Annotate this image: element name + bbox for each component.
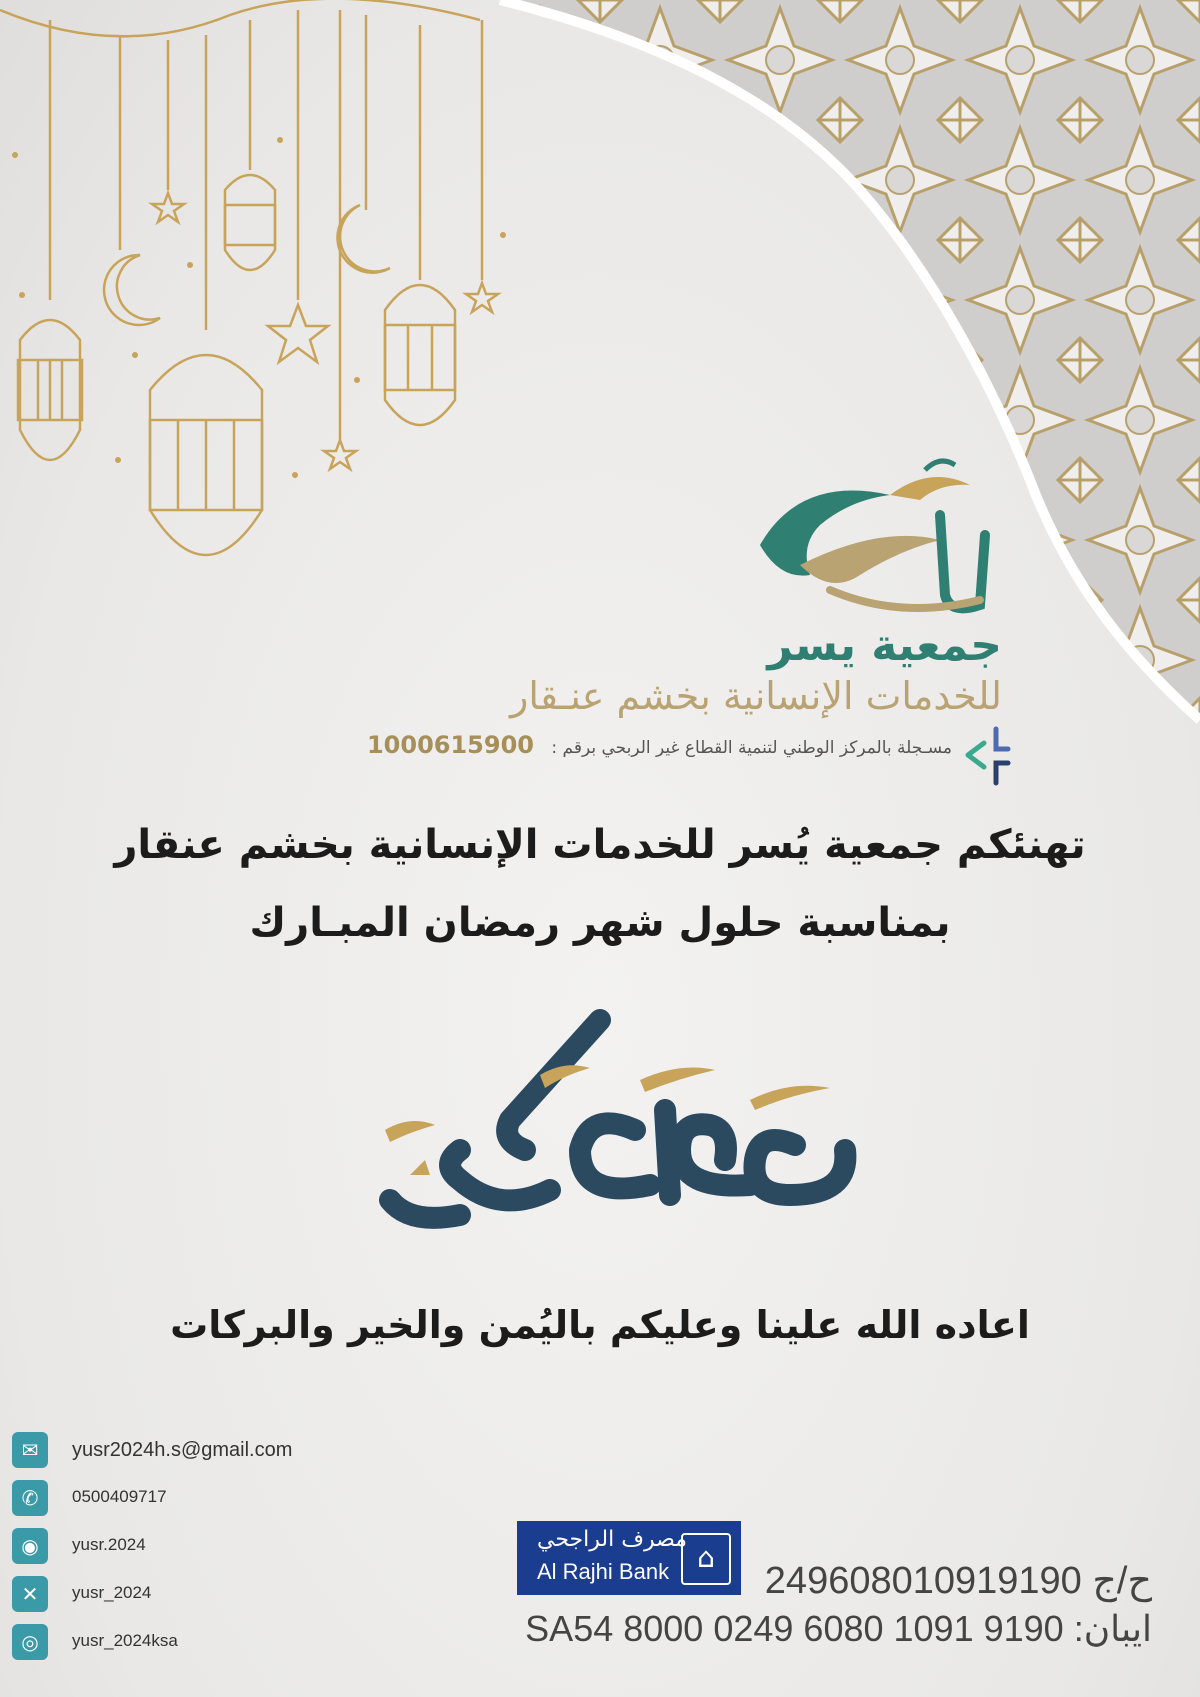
contact-x-text: yusr_2024 <box>72 1583 152 1602</box>
blessing-line: اعاده الله علينا وعليكم باليُمن والخير والبركات <box>170 1303 1030 1347</box>
phone-icon: ✆ <box>12 1480 48 1516</box>
registration-number: 1000615900 <box>366 731 534 759</box>
greeting-line-2: بمناسبة حلول شهر رمضان المبـارك <box>249 900 951 946</box>
bank-emblem-icon: ⌂ <box>681 1533 731 1585</box>
organization-name: جمعية يسر <box>767 620 1002 671</box>
snapchat-icon: ◉ <box>12 1528 48 1564</box>
email-icon: ✉ <box>12 1432 48 1468</box>
registration-text: مسـجلة بالمركز الوطني لتنمية القطاع غير الربحي برقم : <box>551 738 952 758</box>
iban-label: ايبان: <box>1073 1608 1152 1649</box>
contact-phone-text: 0500409717 <box>72 1487 167 1506</box>
greeting-line-1: تهنئكم جمعية يُسر للخدمات الإنسانية بخشم عنقار <box>114 822 1086 868</box>
al-rajhi-bank-logo <box>517 1521 741 1595</box>
registration-line <box>367 731 952 759</box>
bank-name-arabic: مصرف الراجحي <box>537 1527 688 1552</box>
iban-line <box>525 1608 1152 1650</box>
ramadan-kareem-calligraphy <box>350 1000 880 1260</box>
ramadan-lanterns-decoration <box>0 0 520 640</box>
yusr-logo-calligraphy <box>740 455 1010 625</box>
contact-instagram-text: yusr_2024ksa <box>72 1631 178 1650</box>
ncnp-logo-icon <box>962 725 1012 789</box>
iban-number: SA54 8000 0249 6080 1091 9190 <box>525 1608 1064 1649</box>
contact-snapchat-text: yusr.2024 <box>72 1535 146 1554</box>
account-number: 249608010919190 <box>764 1560 1082 1602</box>
account-number-line <box>765 1558 1152 1603</box>
bank-name-english: Al Rajhi Bank <box>537 1559 670 1584</box>
organization-subtitle: للخدمات الإنسانية بخشم عنـقار <box>510 674 1002 718</box>
account-label: ح/ج <box>1092 1560 1152 1602</box>
x-icon: ✕ <box>12 1576 48 1612</box>
contact-email-text: yusr2024h.s@gmail.com <box>72 1439 293 1461</box>
instagram-icon: ◎ <box>12 1624 48 1660</box>
